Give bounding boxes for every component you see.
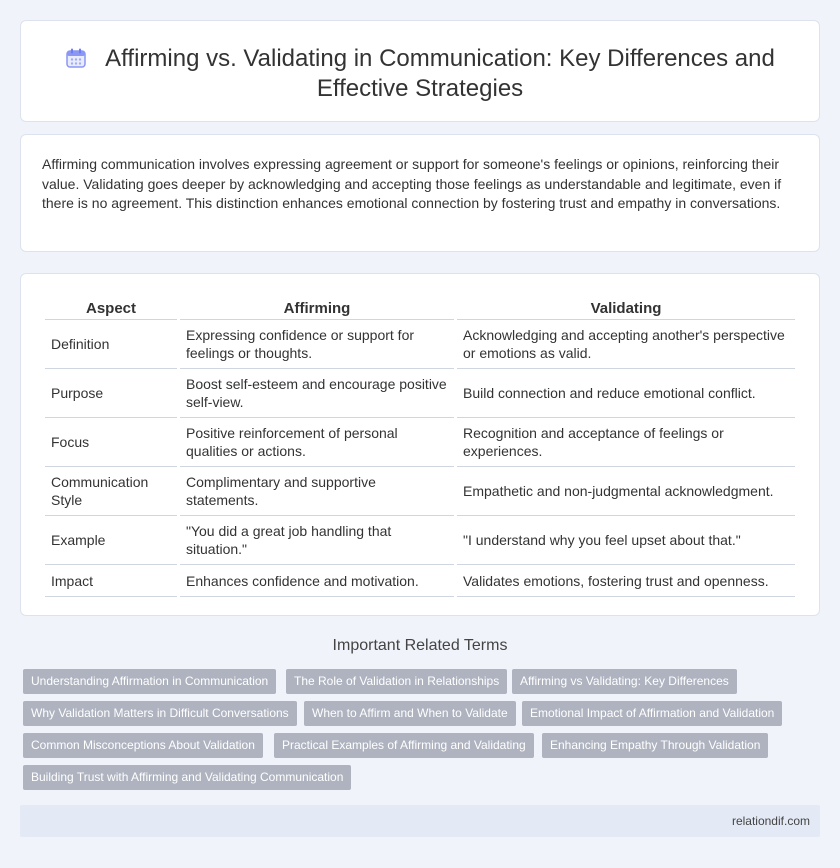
related-term-tag[interactable]: Enhancing Empathy Through Validation	[542, 733, 768, 758]
page-title	[61, 44, 779, 104]
column-header-aspect: Aspect	[45, 294, 177, 320]
intro-paragraph: Affirming communication involves expressing agreement or support for someone's feelings or opinions, reinforcing their value. Validating goes deeper by acknowledging and accepting those feelings as understandable and legitimate, even if there is no agreement. This distinction enhances emotional connection by fostering trust and empathy in conversations.	[42, 156, 782, 211]
table-row	[45, 369, 795, 418]
table-cell-affirming: Positive reinforcement of personal qualities or actions.	[180, 418, 454, 467]
footer-site-link[interactable]: relationdif.com	[731, 814, 810, 828]
header-card	[20, 20, 820, 122]
related-term-tag[interactable]: Understanding Affirmation in Communication	[23, 669, 276, 694]
table-cell-validating: "I understand why you feel upset about that."	[457, 516, 795, 565]
table-row	[45, 467, 795, 516]
table-cell-validating: Recognition and acceptance of feelings or experiences.	[457, 418, 795, 467]
table-cell-aspect: Communication Style	[45, 467, 177, 516]
column-header-affirming: Affirming	[180, 294, 454, 320]
table-cell-aspect: Impact	[45, 565, 177, 597]
table-cell-validating: Build connection and reduce emotional conflict.	[457, 369, 795, 418]
related-term-tag[interactable]: Why Validation Matters in Difficult Conversations	[23, 701, 297, 726]
related-term-tag[interactable]: When to Affirm and When to Validate	[304, 701, 516, 726]
calendar-icon	[65, 47, 87, 69]
table-cell-affirming: Enhances confidence and motivation.	[180, 565, 454, 597]
table-cell-affirming: Boost self-esteem and encourage positive self-view.	[180, 369, 454, 418]
related-term-tag[interactable]: Common Misconceptions About Validation	[23, 733, 263, 758]
related-term-tag[interactable]: Building Trust with Affirming and Validating Communication	[23, 765, 351, 790]
table-row	[45, 516, 795, 565]
column-header-validating: Validating	[457, 294, 795, 320]
table-cell-affirming: "You did a great job handling that situation."	[180, 516, 454, 565]
table-cell-aspect: Example	[45, 516, 177, 565]
comparison-table	[42, 294, 798, 597]
table-cell-aspect: Focus	[45, 418, 177, 467]
comparison-table-card	[20, 273, 820, 616]
table-header-row	[45, 294, 795, 320]
page-title-text: Affirming vs. Validating in Communication: Key Differences and Effective Strategies	[105, 45, 775, 102]
table-row	[45, 418, 795, 467]
table-cell-validating: Empathetic and non-judgmental acknowledgment.	[457, 467, 795, 516]
related-term-tag[interactable]: Emotional Impact of Affirmation and Validation	[522, 701, 782, 726]
table-row	[45, 320, 795, 369]
intro-card	[20, 134, 820, 252]
related-term-tag[interactable]: The Role of Validation in Relationships	[286, 669, 507, 694]
table-cell-affirming: Complimentary and supportive statements.	[180, 467, 454, 516]
table-cell-aspect: Definition	[45, 320, 177, 369]
table-cell-validating: Validates emotions, fostering trust and openness.	[457, 565, 795, 597]
table-row	[45, 565, 795, 597]
related-terms-title: Important Related Terms	[332, 637, 508, 654]
related-term-tag[interactable]: Practical Examples of Affirming and Validating	[274, 733, 534, 758]
table-cell-validating: Acknowledging and accepting another's perspective or emotions as valid.	[457, 320, 795, 369]
related-term-tag[interactable]: Affirming vs Validating: Key Differences	[512, 669, 737, 694]
table-cell-aspect: Purpose	[45, 369, 177, 418]
table-cell-affirming: Expressing confidence or support for feelings or thoughts.	[180, 320, 454, 369]
footer	[20, 805, 820, 837]
